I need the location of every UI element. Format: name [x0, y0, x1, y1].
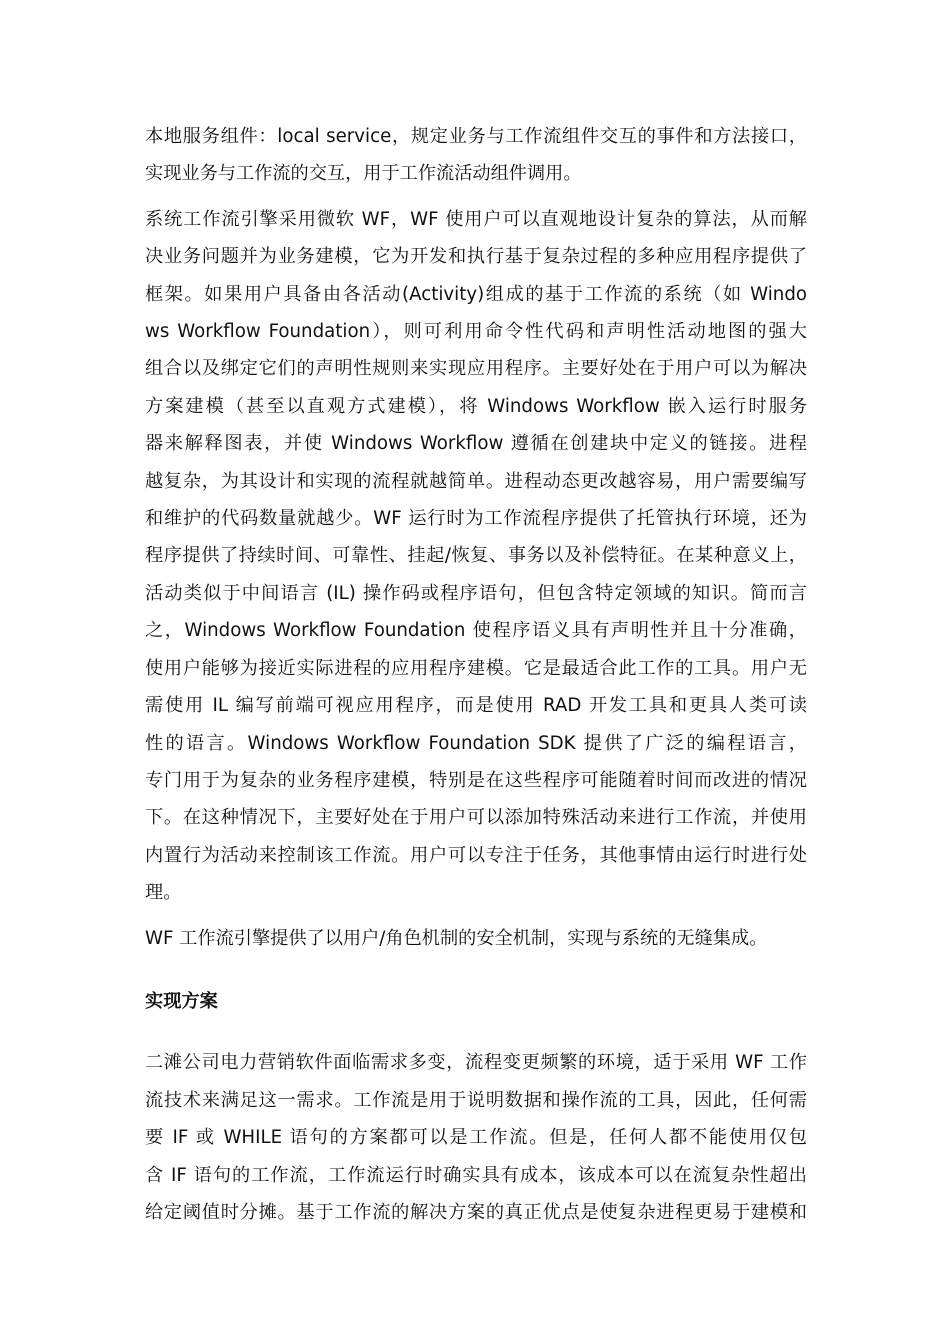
- text-line: 组合以及绑定它们的声明性规则来实现应用程序。主要好处在于用户可以为解决: [145, 358, 807, 380]
- text-line: 要 IF 或 WHILE 语句的方案都可以是工作流。但是，任何人都不能使用仅包: [145, 1127, 807, 1149]
- text-line: 使用户能够为接近实际进程的应用程序建模。它是最适合此工作的工具。用户无: [145, 657, 807, 679]
- paragraph-wf-engine: [145, 201, 807, 912]
- text-line: 方案建模（甚至以直观方式建模），将 Windows Workflow 嵌入运行时服务: [145, 395, 807, 417]
- section-heading: 实现方案: [145, 990, 218, 1012]
- paragraph-solution: [145, 1044, 807, 1231]
- text-line: 专门用于为复杂的业务程序建模，特别是在这些程序可能随着时间而改进的情况: [145, 769, 807, 791]
- text-line: 和维护的代码数量就越少。WF 运行时为工作流程序提供了托管执行环境，还为: [145, 508, 807, 530]
- text-line: 流技术来满足这一需求。工作流是用于说明数据和操作流的工具，因此，任何需: [145, 1089, 807, 1111]
- text-line: 框架。如果用户具备由各活动(Activity)组成的基于工作流的系统（如 Windo: [145, 283, 807, 305]
- text-line: 系统工作流引擎采用微软 WF，WF 使用户可以直观地设计复杂的算法，从而解: [145, 208, 807, 230]
- paragraph-local-service: [145, 118, 807, 193]
- text-line: 内置行为活动来控制该工作流。用户可以专注于任务，其他事情由运行时进行处: [145, 844, 807, 866]
- text-line: 需使用 IL 编写前端可视应用程序，而是使用 RAD 开发工具和更具人类可读: [145, 695, 807, 717]
- paragraph-security: [145, 920, 807, 957]
- text-line: 决业务问题并为业务建模，它为开发和执行基于复杂过程的多种应用程序提供了: [145, 246, 807, 268]
- text-line: WF 工作流引擎提供了以用户/角色机制的安全机制，实现与系统的无缝集成。: [145, 927, 768, 949]
- text-line: 理。: [145, 882, 182, 904]
- text-line: 含 IF 语句的工作流，工作流运行时确实具有成本，该成本可以在流复杂性超出: [145, 1164, 807, 1186]
- document-page: [145, 118, 807, 1231]
- text-line: 器来解释图表，并使 Windows Workflow 遵循在创建块中定义的链接。进程: [145, 433, 807, 455]
- text-line: 之，Windows Workflow Foundation 使程序语义具有声明性并且十分准确，: [145, 620, 807, 642]
- text-line: 实现业务与工作流的交互，用于工作流活动组件调用。: [145, 163, 582, 185]
- text-line: ws Workflow Foundation），则可利用命令性代码和声明性活动地图的强大: [145, 321, 807, 343]
- text-line: 程序提供了持续时间、可靠性、挂起/恢复、事务以及补偿特征。在某种意义上，: [145, 545, 807, 567]
- text-line: 下。在这种情况下，主要好处在于用户可以添加特殊活动来进行工作流，并使用: [145, 807, 807, 829]
- text-line: 给定阈值时分摊。基于工作流的解决方案的真正优点是使复杂进程更易于建模和: [145, 1201, 807, 1223]
- text-line: 活动类似于中间语言 (IL) 操作码或程序语句，但包含特定领域的知识。简而言: [145, 582, 807, 604]
- text-line: 越复杂，为其设计和实现的流程就越简单。进程动态更改越容易，用户需要编写: [145, 470, 807, 492]
- text-line: 性的语言。Windows Workflow Foundation SDK 提供了广泛的编程语言，: [145, 732, 807, 754]
- text-line: 二滩公司电力营销软件面临需求多变，流程变更频繁的环境，适于采用 WF 工作: [145, 1052, 807, 1074]
- text-line: 本地服务组件：local service，规定业务与工作流组件交互的事件和方法接口，: [145, 126, 807, 147]
